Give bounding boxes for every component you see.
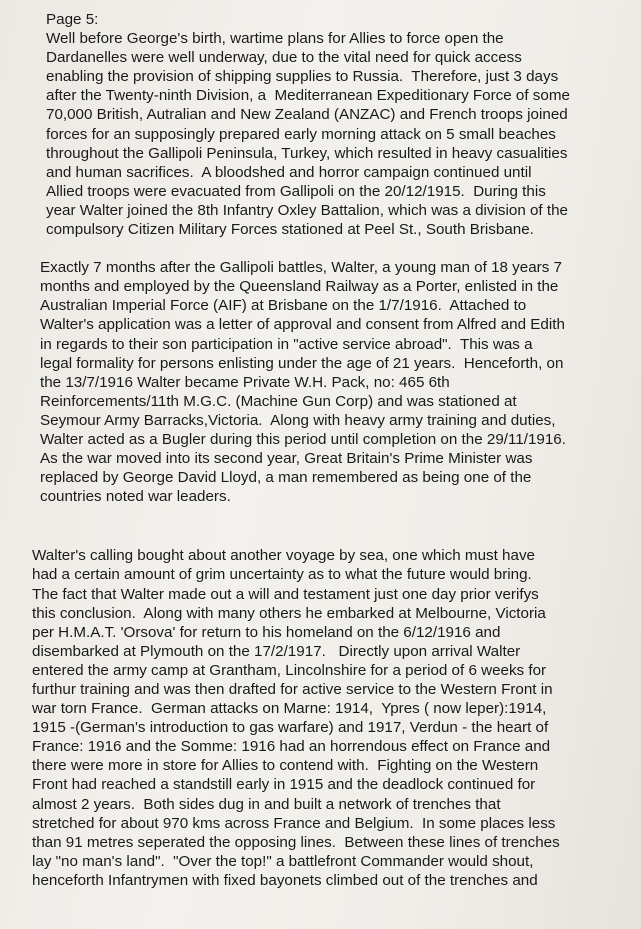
text-line: than 91 metres seperated the opposing lines. Between these lines of trenches bbox=[32, 833, 560, 851]
text-line: stretched for about 970 kms across France and Belgium. In some places less bbox=[32, 814, 556, 832]
text-line: the 13/7/1916 Walter became Private W.H. Pack, no: 465 6th bbox=[40, 373, 450, 391]
text-line: Seymour Army Barracks,Victoria. Along with heavy army training and duties, bbox=[40, 411, 556, 429]
text-line: Well before George's birth, wartime plans for Allies to force open the bbox=[46, 30, 504, 48]
text-line: countries noted war leaders. bbox=[40, 488, 231, 506]
text-line: throughout the Gallipoli Peninsula, Turkey, which resulted in heavy casualities bbox=[46, 144, 568, 162]
text-line: 1915 -(German's introduction to gas warfare) and 1917, Verdun - the heart of bbox=[32, 719, 549, 737]
text-line: war torn France. German attacks on Marne: 1914, Ypres ( now leper):1914, bbox=[32, 700, 547, 718]
text-line: henceforth Infantrymen with fixed bayonets climbed out of the trenches and bbox=[32, 871, 538, 889]
paragraph-voyage-western-front bbox=[32, 546, 632, 890]
text-line: furthur training and was then drafted for active service to the Western Front in bbox=[32, 681, 553, 698]
text-line: and human sacrifices. A bloodshed and horror campaign continued until bbox=[46, 163, 532, 181]
text-line: in regards to their son participation in "active service abroad". This was a bbox=[40, 335, 533, 353]
text-line: The fact that Walter made out a will and testament just one day prior verifys bbox=[32, 585, 539, 603]
text-line: this conclusion. Along with many others he embarked at Melbourne, Victoria bbox=[32, 604, 546, 622]
text-line: had a certain amount of grim uncertainty as to what the future would bring. bbox=[32, 566, 532, 584]
text-line: enabling the provision of shipping supplies to Russia. Therefore, just 3 days bbox=[46, 68, 559, 86]
text-line: Walter's application was a letter of approval and consent from Alfred and Edith bbox=[40, 316, 565, 334]
document-body bbox=[32, 10, 632, 890]
text-line: Exactly 7 months after the Gallipoli battles, Walter, a young man of 18 years 7 bbox=[40, 259, 562, 277]
paragraph-gallipoli bbox=[32, 29, 632, 239]
text-line: year Walter joined the 8th Infantry Oxley Battalion, which was a division of the bbox=[46, 201, 568, 219]
text-line: disembarked at Plymouth on the 17/2/1917. Directly upon arrival Walter bbox=[32, 642, 521, 660]
text-line: forces for an supposingly prepared early morning attack on 5 small beaches bbox=[46, 125, 556, 143]
paragraph-enlistment bbox=[32, 258, 632, 506]
text-line: after the Twenty-ninth Division, a Mediterranean Expeditionary Force of some bbox=[46, 87, 570, 105]
text-line: Front had reached a standstill early in 1915 and the deadlock continued for bbox=[32, 776, 536, 794]
text-line: Walter acted as a Bugler during this period until completion on the 29/11/1916. bbox=[40, 430, 566, 448]
text-line: per H.M.A.T. 'Orsova' for return to his homeland on the 6/12/1916 and bbox=[32, 623, 501, 641]
text-line: months and employed by the Queensland Railway as a Porter, enlisted in the bbox=[40, 278, 559, 296]
text-line: legal formality for persons enlisting under the age of 21 years. Henceforth, on bbox=[40, 354, 564, 372]
text-line: As the war moved into its second year, Great Britain's Prime Minister was bbox=[40, 450, 533, 468]
text-line: Walter's calling bought about another voyage by sea, one which must have bbox=[32, 547, 535, 565]
text-line: 70,000 British, Autralian and New Zealand (ANZAC) and French troops joined bbox=[46, 106, 568, 124]
page-label: Page 5: bbox=[46, 11, 99, 28]
text-line: lay "no man's land". "Over the top!" a battlefront Commander would shout, bbox=[32, 852, 534, 870]
text-line: Reinforcements/11th M.G.C. (Machine Gun Corp) and was stationed at bbox=[40, 392, 517, 410]
text-line: Allied troops were evacuated from Gallipoli on the 20/12/1915. During this bbox=[46, 182, 546, 200]
text-line: France: 1916 and the Somme: 1916 had an horrendous effect on France and bbox=[32, 738, 551, 756]
text-line: Australian Imperial Force (AIF) at Brisbane on the 1/7/1916. Attached to bbox=[40, 297, 527, 315]
text-line: there were more in store for Allies to contend with. Fighting on the Western bbox=[32, 757, 539, 775]
text-line: compulsory Citizen Military Forces stationed at Peel St., South Brisbane. bbox=[46, 221, 534, 239]
text-line: entered the army camp at Grantham, Lincolnshire for a period of 6 weeks for bbox=[32, 661, 547, 679]
text-line: Dardanelles were well underway, due to the vital need for quick access bbox=[46, 49, 522, 67]
text-line: almost 2 years. Both sides dug in and built a network of trenches that bbox=[32, 795, 501, 813]
text-line: replaced by George David Lloyd, a man remembered as being one of the bbox=[40, 469, 532, 487]
